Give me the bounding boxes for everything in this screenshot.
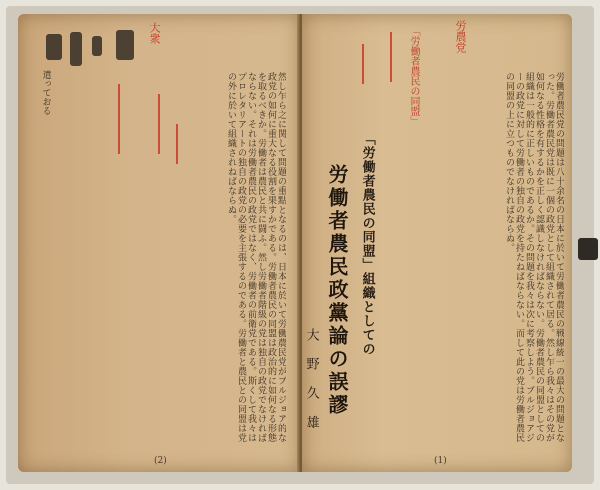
left-body-text: 然し乍ら之に関して問題の重點となるのは、日本に於いて労働農民党がブルジョア的な政党の如何に重大なる役割を果すかである。労働者農民の同盟は政治的に如何なる形態を取るべきか。労働者は農民と共に闘ふ。然し労働者階級の党は独自の政党でなければならない。それは労働者農民の政党ではなく、労働者の前衛党である。斯くして我々はプロレタリアートの独自の政党の必要を主張するのである。労働者と農民との同盟は党の外に於いて組織されねばならぬ。 xyxy=(226,72,286,443)
ink-scribble xyxy=(92,36,102,56)
bookmark-tab xyxy=(578,238,598,260)
left-bottom-note: 遣っておる xyxy=(40,70,51,115)
author-name: 大 野 久 雄 xyxy=(303,328,319,435)
right-body-text: 労働者農民党の問題は八十余名の日本に於いて労働者農民の戦線統一の最大の問題となった。労働者農民党は既に一個の政党として組織されて居る。然し乍ら我々はその党が如何なる性格を有するかを正しく認識しなければならない。労働者農民の同盟としての組織は一般的に正しいものであるか。その問題を我々は次に考察しよう。ブルジョアジーの政党に対して労働者の独自の政党を持たねばならない。而して此の党は労働者農民の同盟の上に立つものでなければならぬ。 xyxy=(504,72,564,443)
right-page-number: (1) xyxy=(434,456,447,466)
handwritten-note: 「労働者農民の同盟」 xyxy=(408,26,419,126)
book-spread xyxy=(6,6,594,484)
article-subtitle: 「労働者農民の同盟」組織としての xyxy=(359,132,375,356)
left-page xyxy=(18,14,300,472)
red-mark xyxy=(176,124,178,164)
red-mark xyxy=(158,94,160,154)
handwritten-note: 労農党 xyxy=(454,20,467,53)
handwritten-note: 大衆 xyxy=(148,22,161,44)
ink-scribble xyxy=(70,32,82,66)
right-page xyxy=(302,14,572,472)
left-page-number: (2) xyxy=(154,456,167,466)
red-mark xyxy=(118,84,120,154)
ink-scribble xyxy=(46,34,62,60)
article-title: 労働者農民政黨論の誤謬 xyxy=(325,164,349,417)
red-mark xyxy=(390,32,392,82)
ink-scribble xyxy=(116,30,134,60)
red-mark xyxy=(362,44,364,84)
